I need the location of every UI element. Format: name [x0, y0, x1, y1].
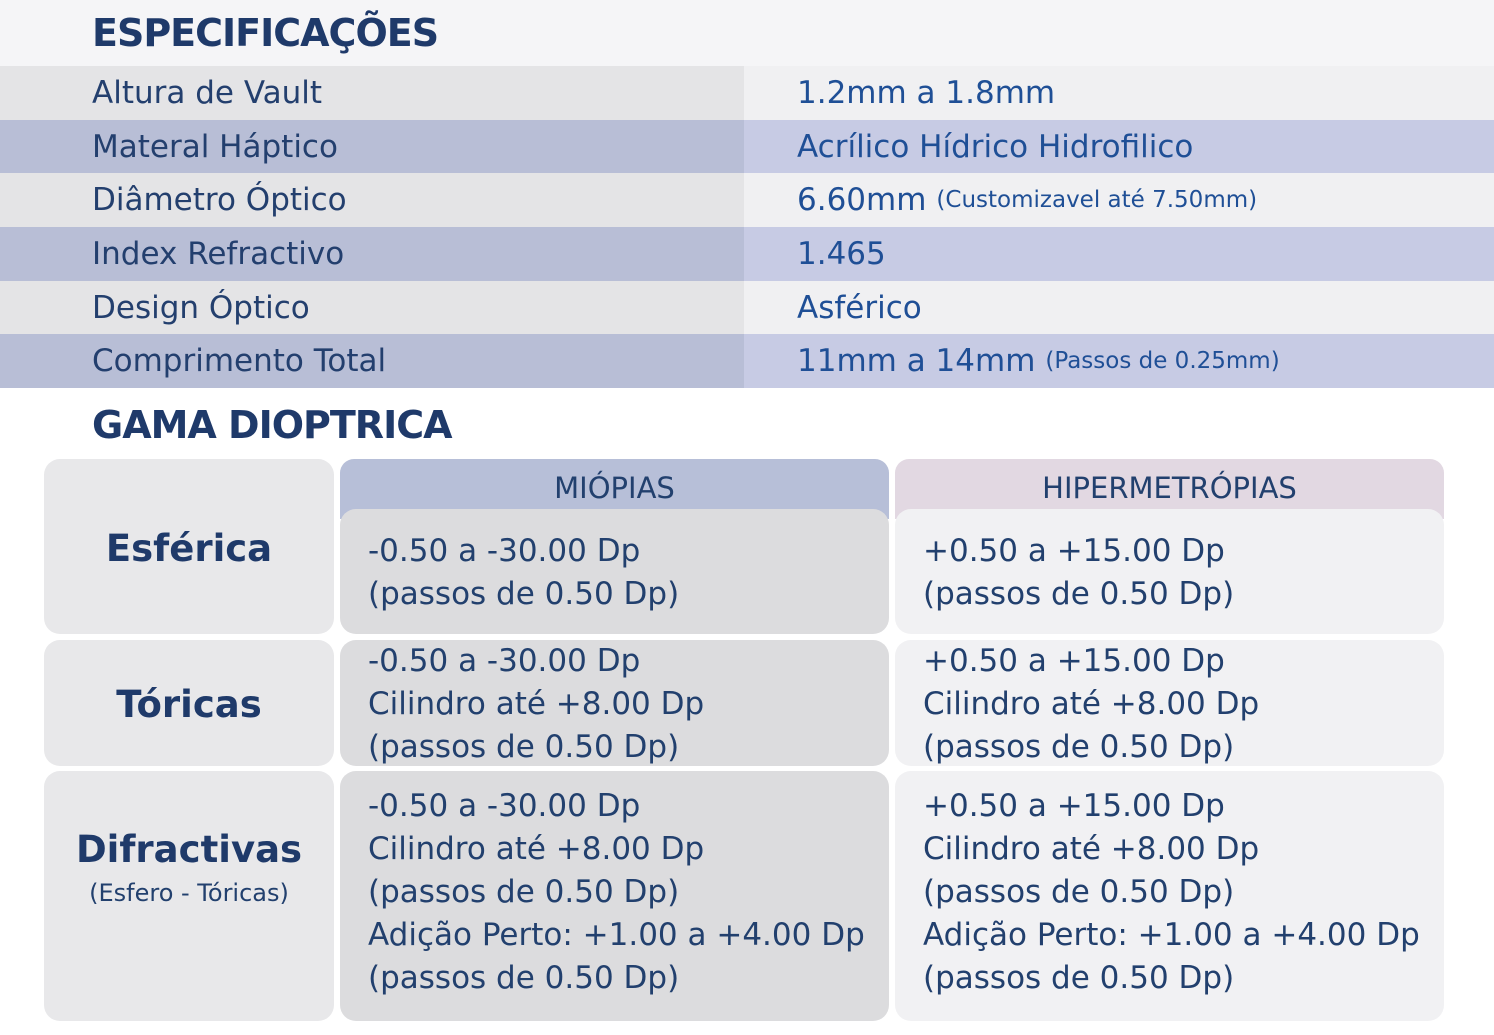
cell-line: Cilindro até +8.00 Dp [368, 831, 705, 867]
cell-line: +0.50 a +15.00 Dp [923, 533, 1225, 569]
spec-label: Diâmetro Óptico [0, 173, 744, 227]
row-label-text: Tóricas [116, 683, 262, 726]
spec-value: Asférico [797, 289, 922, 326]
cell-miopias-esferica [340, 509, 889, 634]
spec-value-cell [744, 120, 1494, 174]
spec-note: (Passos de 0.25mm) [1045, 348, 1280, 375]
spec-value: 1.2mm a 1.8mm [797, 74, 1056, 111]
cell-miopias-difractivas [340, 771, 889, 1021]
cell-line: (passos de 0.50 Dp) [923, 874, 1235, 910]
spec-label: Altura de Vault [0, 66, 744, 120]
cell-line: -0.50 a -30.00 Dp [368, 643, 641, 679]
spec-value: 1.465 [797, 235, 886, 272]
cell-line: (passos de 0.50 Dp) [368, 874, 680, 910]
spec-value-cell [744, 281, 1494, 335]
cell-line: Cilindro até +8.00 Dp [368, 686, 705, 722]
cell-line: -0.50 a -30.00 Dp [368, 533, 641, 569]
cell-hipermetropias-esferica [895, 509, 1444, 634]
cell-line: Cilindro até +8.00 Dp [923, 831, 1260, 867]
row-label-difractivas [44, 771, 334, 1021]
row-label-esferica [44, 459, 334, 634]
spec-value: 11mm a 14mm [797, 343, 1036, 380]
row-label-toricas [44, 640, 334, 766]
spec-label: Comprimento Total [0, 334, 744, 388]
spec-row [0, 281, 1494, 335]
cell-line: Adição Perto: +1.00 a +4.00 Dp [923, 917, 1420, 953]
cell-line: -0.50 a -30.00 Dp [368, 788, 641, 824]
spec-value-cell [744, 227, 1494, 281]
row-label-text: Difractivas [75, 828, 303, 871]
spec-label: Index Refractivo [0, 227, 744, 281]
spec-row [0, 173, 1494, 227]
cell-line: (passos de 0.50 Dp) [368, 960, 680, 996]
cell-miopias-toricas [340, 640, 889, 766]
specs-heading: ESPECIFICAÇÕES [92, 11, 439, 55]
spec-value-cell [744, 334, 1494, 388]
cell-hipermetropias-toricas [895, 640, 1444, 766]
cell-line: (passos de 0.50 Dp) [923, 960, 1235, 996]
column-header-miopias: MIÓPIAS [340, 459, 889, 519]
row-sublabel: (Esfero - Tóricas) [89, 879, 289, 907]
cell-line: (passos de 0.50 Dp) [368, 576, 680, 612]
column-header-hipermetropias: HIPERMETRÓPIAS [895, 459, 1444, 519]
cell-line: (passos de 0.50 Dp) [368, 729, 680, 765]
spec-label: Design Óptico [0, 281, 744, 335]
cell-line: Cilindro até +8.00 Dp [923, 686, 1260, 722]
cell-line: (passos de 0.50 Dp) [923, 576, 1235, 612]
spec-value: 6.60mm [797, 182, 927, 219]
spec-value-cell [744, 173, 1494, 227]
spec-note: (Customizavel até 7.50mm) [936, 187, 1258, 214]
cell-line: Adição Perto: +1.00 a +4.00 Dp [368, 917, 865, 953]
gama-heading: GAMA DIOPTRICA [92, 403, 452, 447]
spec-value: Acrílico Hídrico Hidrofilico [797, 128, 1194, 165]
spec-row [0, 334, 1494, 388]
cell-line: +0.50 a +15.00 Dp [923, 643, 1225, 679]
spec-label: Materal Háptico [0, 120, 744, 174]
spec-row [0, 227, 1494, 281]
cell-line: +0.50 a +15.00 Dp [923, 788, 1225, 824]
spec-row [0, 66, 1494, 120]
cell-hipermetropias-difractivas [895, 771, 1444, 1021]
row-label-text: Esférica [105, 527, 273, 570]
specs-table [0, 66, 1494, 388]
cell-line: (passos de 0.50 Dp) [923, 729, 1235, 765]
spec-value-cell [744, 66, 1494, 120]
spec-row [0, 120, 1494, 174]
gama-table [44, 459, 1444, 1021]
